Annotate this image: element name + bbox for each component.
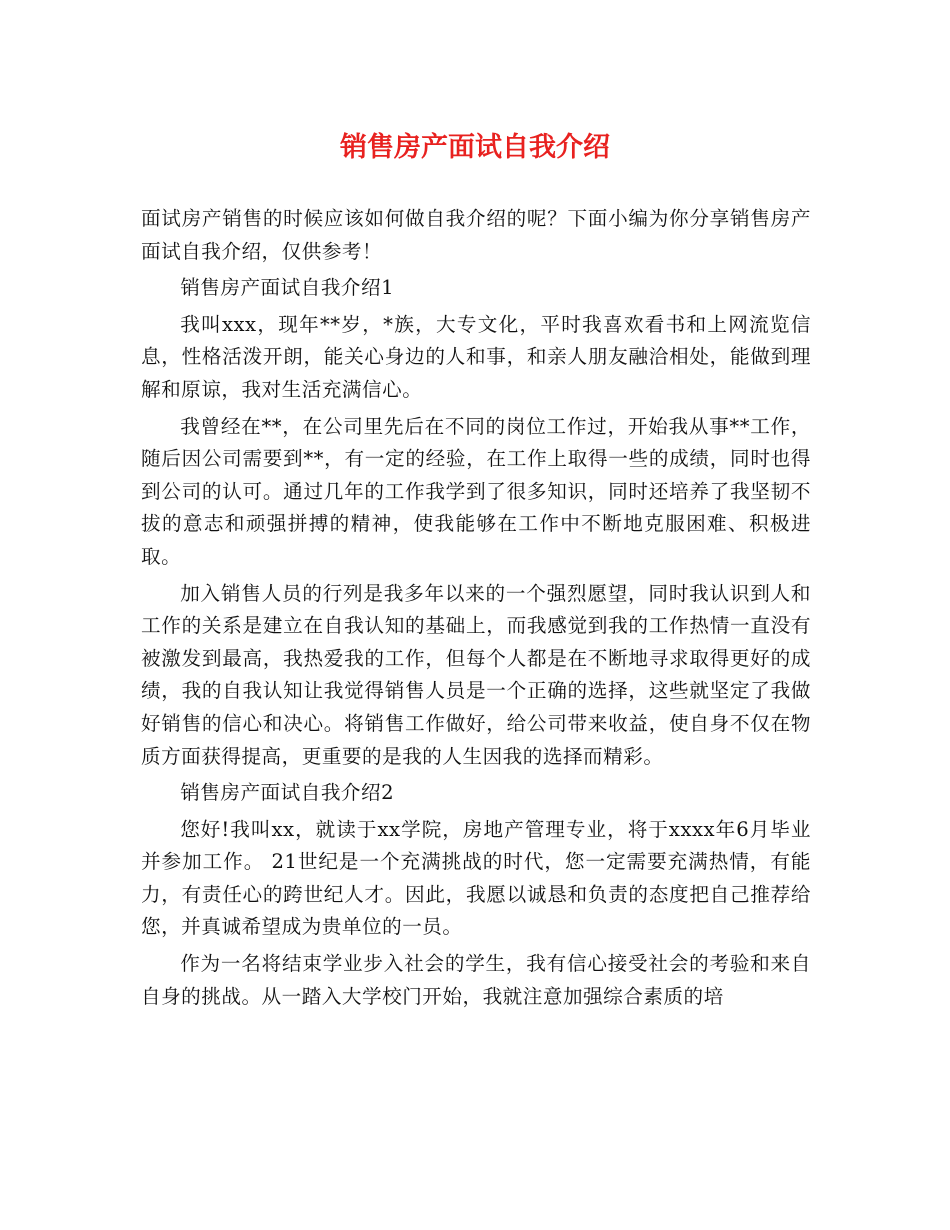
body-paragraph: 我叫xxx，现年**岁，*族，大专文化，平时我喜欢看书和上网流览信息，性格活泼开朗，能关心身边的人和事，和亲人朋友融洽相处，能做到理解和原谅，我对生活充满信心。 <box>141 312 811 401</box>
body-paragraph: 加入销售人员的行列是我多年以来的一个强烈愿望，同时我认识到人和工作的关系是建立在自我认知的基础上，而我感觉到我的工作热情一直没有被激发到最高，我热爱我的工作，但每个人都是在不断地寻求取得更好的成绩，我的自我认知让我觉得销售人员是一个正确的选择，这些就坚定了我做好销售的信心和决心。将销售工作做好，给公司带来收益，使自身不仅在物质方面获得提高，更重要的是我的人生因我的选择而精彩。 <box>141 581 811 768</box>
body-paragraph: 我曾经在**，在公司里先后在不同的岗位工作过，开始我从事**工作，随后因公司需要到**，有一定的经验，在工作上取得一些的成绩，同时也得到公司的认可。通过几年的工作我学到了很多知识，同时还培养了我坚韧不拔的意志和顽强拼搏的精神，使我能够在工作中不断地克服困难、积极进取。 <box>141 414 811 568</box>
section-heading-1: 销售房产面试自我介绍1 <box>180 276 395 300</box>
document-title: 销售房产面试自我介绍 <box>340 132 610 163</box>
body-paragraph: 您好!我叫xx，就读于xx学院，房地产管理专业，将于xxxx年6月毕业并参加工作。 21世纪是一个充满挑战的时代，您一定需要充满热情，有能力，有责任心的跨世纪人才。因此，我愿以诚恳和负责的态度把自己推荐给您，并真诚希望成为贵单位的一员。 <box>141 817 811 939</box>
body-paragraph: 作为一名将结束学业步入社会的学生，我有信心接受社会的考验和来自自身的挑战。从一踏入大学校门开始，我就注意加强综合素质的培 <box>141 952 811 1008</box>
section-heading-2: 销售房产面试自我介绍2 <box>180 781 395 805</box>
document-body <box>141 203 811 1017</box>
intro-paragraph: 面试房产销售的时候应该如何做自我介绍的呢？下面小编为你分享销售房产面试自我介绍，仅供参考！ <box>141 207 811 263</box>
